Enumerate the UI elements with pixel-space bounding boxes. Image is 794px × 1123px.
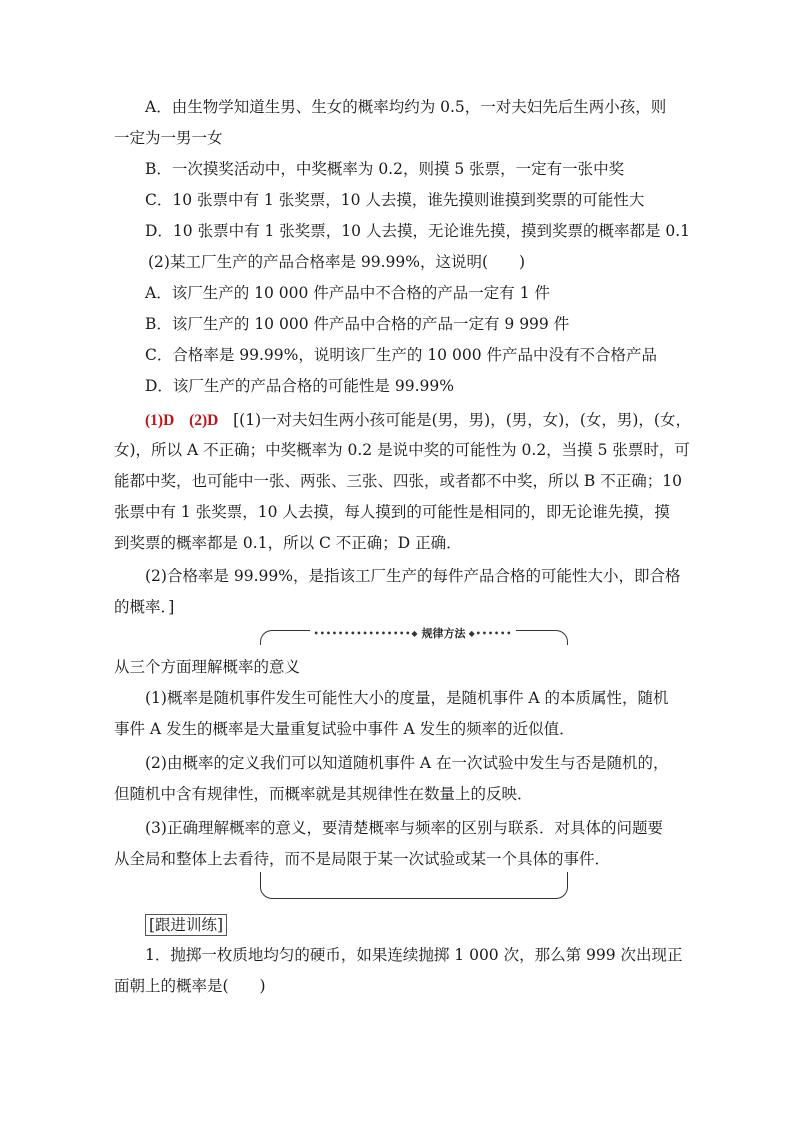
method-p1-line1: (1)概率是随机事件发生可能性大小的度量，是随机事件 A 的本质属性，随机 (145, 689, 669, 707)
answer-line1 (145, 409, 691, 432)
answer-label-1: (1)D (145, 412, 175, 429)
q2-option-b: B．该厂生产的 10 000 件产品中合格的产品一定有 9 999 件 (145, 315, 570, 333)
q1-option-d: D．10 张票中有 1 张奖票，10 人去摸，无论谁先摸，摸到奖票的概率都是 0.1 (145, 222, 691, 240)
q1-option-c: C．10 张票中有 1 张奖票，10 人去摸，谁先摸则谁摸到奖票的可能性大 (145, 191, 645, 209)
q2-option-c: C．合格率是 99.99%，说明该厂生产的 10 000 件产品中没有不合格产品 (145, 346, 657, 364)
q2-stem: (2)某工厂生产的产品合格率是 99.99%，这说明( ) (148, 253, 526, 271)
q1-option-a-line1: A．由生物学知道生男、生女的概率均约为 0.5，一对夫妇先后生两小孩，则 (145, 98, 667, 116)
method-p2-line1: (2)由概率的定义我们可以知道随机事件 A 在一次试验中发生与否是随机的， (145, 754, 669, 772)
q1-option-a-line2: 一定为一男一女 (114, 129, 223, 147)
follow-q1-line2: 面朝上的概率是( ) (114, 977, 266, 995)
follow-training-tag: [跟进训练] (145, 914, 227, 936)
answer-line6: (2)合格率是 99.99%，是指该工厂生产的每件产品合格的可能性大小，即合格 (145, 567, 681, 585)
method-title-bar (268, 625, 558, 641)
answer-line2: 女)，所以 A 不正确；中奖概率为 0.2 是说中奖的可能性为 0.2，当摸 5 张票时，可 (114, 441, 690, 459)
method-p3-line2: 从全局和整体上去看待，而不是局限于某一次试验或某一个具体的事件． (114, 850, 611, 868)
q2-option-a: A．该厂生产的 10 000 件产品中不合格的产品一定有 1 件 (145, 284, 550, 302)
method-p1-line2: 事件 A 发生的概率是大量重复试验中事件 A 发生的频率的近似值． (114, 720, 575, 738)
method-title-dots-left: ••••••••••••••••◆ (313, 628, 419, 638)
answer-line1-rest: [(1)一对夫妇生两小孩可能是(男，男)，(男，女)，(女，男)，(女， (233, 411, 691, 429)
answer-line3: 能都中奖，也可能中一张、两张、三张、四张，或者都不中奖，所以 B 不正确；10 (114, 472, 682, 490)
method-p3-line1: (3)正确理解概率的意义，要清楚概率与频率的区别与联系．对具体的问题要 (145, 819, 663, 837)
answer-line7: 的概率．] (114, 598, 175, 616)
method-heading: 从三个方面理解概率的意义 (114, 658, 301, 676)
q1-option-b: B．一次摸奖活动中，中奖概率为 0.2，则摸 5 张票，一定有一张中奖 (145, 160, 625, 178)
method-p2-line2: 但随机中含有规律性，而概率就是其规律性在数量上的反映． (114, 785, 533, 803)
method-frame-bottom (260, 872, 568, 899)
q2-option-d: D．该厂生产的产品合格的可能性是 99.99% (145, 377, 454, 395)
method-title: 规律方法 (421, 627, 466, 640)
method-title-dots-right: ◆•••••• (468, 628, 513, 638)
answer-line4: 张票中有 1 张奖票，10 人去摸，每人摸到的可能性是相同的，即无论谁先摸，摸 (114, 503, 670, 521)
answer-label-2: (2)D (189, 412, 219, 429)
answer-line5: 到奖票的概率都是 0.1，所以 C 不正确；D 正确． (114, 534, 462, 552)
follow-q1-line1: 1．抛掷一枚质地均匀的硬币，如果连续抛掷 1 000 次，那么第 999 次出现正 (145, 946, 683, 964)
